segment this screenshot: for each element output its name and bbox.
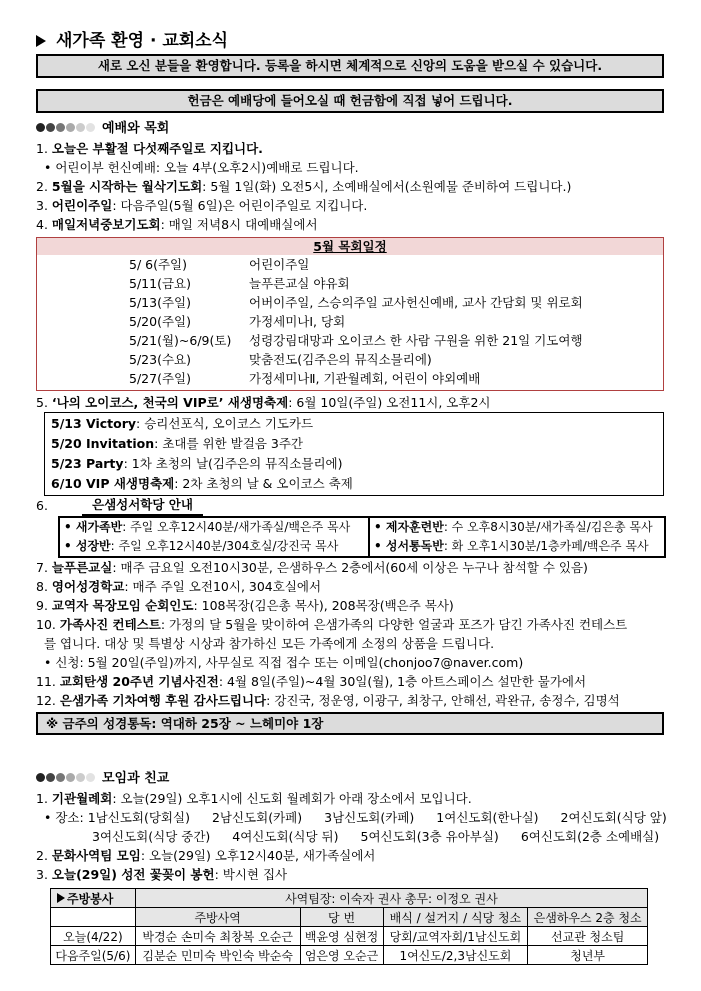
worship-item-4: 4. 매일저녁중보기도회: 매일 저녁8시 대예배실에서: [36, 217, 318, 232]
schedule-date: 5/11(금요): [129, 276, 191, 291]
worship-item-12: 12. 은샘가족 기차여행 후원 감사드립니다: 강진국, 정운영, 이광구, 최창구, 안해선, 곽완규, 송정수, 김명석: [36, 693, 620, 708]
dot-icon: [86, 123, 95, 132]
class-item: • 새가족반: 주일 오후12시40분/새가족실/백은주 목사: [64, 520, 351, 534]
class-item: • 성장반: 주일 오후12시40분/304호실/강진국 목사: [64, 539, 339, 553]
schedule-date: 5/27(주일): [129, 371, 191, 386]
schedule-row: [37, 369, 663, 388]
schedule-event: 맞춤전도(김주은의 뮤직소믈리에): [249, 352, 432, 367]
fellowship-item-1: 1. 기관월례회: 오늘(29일) 오후1시에 신도회 월례회가 아래 장소에서 모입니다.: [36, 791, 472, 806]
schedule-row: [37, 255, 663, 274]
may-schedule-title: 5월 목회일정: [37, 238, 663, 255]
schedule-event: 어린이주일: [249, 257, 310, 272]
schedule-date: 5/13(주일): [129, 295, 191, 310]
bible-school-box: [58, 516, 666, 558]
bible-school-section: 6. 은샘성서학당 안내 • 새가족반: 주일 오후12시40분/새가족실/백은주 목사 • 성장반: 주일 오후12시40분/304호실/강진국 목사 • 제자훈련반: 수 오후8시30분/새가족실/김은총 목사 • 성서통독반: 화 오후1시30분/1층카페/백은주 목사: [36, 496, 664, 558]
class-item: • 제자훈련반: 수 오후8시30분/새가족실/김은총 목사: [374, 520, 653, 534]
welcome-notice: 새로 오신 분들을 환영합니다. 등록을 하시면 체계적으로 신앙의 도움을 받으실 수 있습니다.: [36, 54, 664, 78]
schedule-event: 가정세미나Ⅱ, 기관월례회, 어린이 야외예배: [249, 371, 481, 386]
triangle-bullet-icon: [36, 35, 46, 47]
may-schedule-box: [36, 237, 664, 391]
schedule-row: [37, 350, 663, 369]
fellowship-item-2: 2. 문화사역팀 모임: 오늘(29일) 오후12시40분, 새가족실에서: [36, 848, 376, 863]
weekly-bible-reading: ※ 금주의 성경통독: 역대하 25장 ~ 느헤미야 1장: [36, 712, 664, 735]
schedule-date: 5/ 6(주일): [129, 257, 187, 272]
dots-bullet-icon: [36, 769, 96, 789]
worship-item-10-sub: • 신청: 5월 20일(주일)까지, 사무실로 직접 접수 또는 이메일(chonjoo7@naver.com): [44, 655, 524, 670]
worship-item-1-sub: • 어린이부 헌신예배: 오늘 4부(오후2시)예배로 드립니다.: [44, 160, 359, 175]
schedule-date: 5/20(주일): [129, 314, 191, 329]
schedule-date: 5/21(월)~6/9(토): [129, 333, 232, 348]
meeting-places-row: 3여신도회(식당 중간) 4여신도회(식당 뒤) 5여신도회(3층 유아부실) 6여신도회(2층 소예배실): [92, 829, 660, 844]
worship-item-10-cont: 를 엽니다. 대상 및 특별상 시상과 참가하신 모든 가족에게 소정의 상품을 드립니다.: [44, 636, 495, 651]
service-label: 주방봉사: [51, 889, 136, 908]
service-leaders: 사역팀장: 이숙자 권사 총무: 이정오 권사: [135, 889, 647, 908]
triangle-bullet-icon: [57, 893, 65, 903]
may-schedule-list: [37, 255, 663, 388]
worship-item-3: 3. 어린이주일: 다음주일(5월 6일)은 어린이주일로 지킵니다.: [36, 198, 368, 213]
worship-item-10: 10. 가족사진 컨테스트: 가정의 달 5월을 맞이하여 은샘가족의 다양한 얼굴과 포즈가 담긴 가족사진 컨테스트: [36, 617, 628, 632]
table-row: 오늘(4/22) 박경순 손미숙 최창복 오순근 백윤영 심현정 당회/교역자회/1남신도회 선교관 청소팀: [51, 927, 648, 946]
dots-bullet-icon: [36, 119, 96, 139]
fellowship-item-3: 3. 오늘(29일) 성전 꽃꽂이 봉헌: 박시현 집사: [36, 867, 288, 882]
table-row: 주방사역 당 번 배식 / 설거지 / 식당 청소 은샘하우스 2층 청소: [51, 908, 648, 927]
schedule-event: 성령강림대망과 오이코스 한 사람 구원을 위한 21일 기도여행: [249, 333, 583, 348]
schedule-row: [37, 293, 663, 312]
bible-school-title: 은샘성서학당 안내: [82, 496, 203, 516]
table-row: 다음주일(5/6) 김분순 민미숙 박인숙 박순숙 엄은영 오순근 1여신도/2,3남신도회 청년부: [51, 946, 648, 965]
dot-icon: [56, 773, 65, 782]
vip-step: 5/13 Victory: 승리선포식, 오이코스 기도카드: [51, 416, 314, 431]
dot-icon: [76, 123, 85, 132]
dot-icon: [76, 773, 85, 782]
dot-icon: [46, 773, 55, 782]
schedule-date: 5/23(수요): [129, 352, 191, 367]
worship-item-9: 9. 교역자 목장모임 순회인도: 108목장(김은총 목사), 208목장(백은주 목사): [36, 598, 454, 613]
worship-item-2: 2. 5월을 시작하는 월삭기도회: 5월 1일(화) 오전5시, 소예배실에서(소원예물 준비하여 드립니다.): [36, 179, 572, 194]
bulletin-page: [36, 30, 667, 965]
worship-item-11: 11. 교회탄생 20주년 기념사진전: 4월 8일(주일)~4월 30일(월), 1층 아트스페이스 설만한 물가에서: [36, 674, 587, 689]
dot-icon: [66, 123, 75, 132]
page-title: 새가족 환영 · 교회소식: [36, 30, 664, 52]
worship-item-8: 8. 영어성경학교: 매주 주일 오전10시, 304호실에서: [36, 579, 322, 594]
dot-icon: [46, 123, 55, 132]
schedule-event: 늘푸른교실 야유회: [249, 276, 350, 291]
worship-item-1: 1. 오늘은 부활절 다섯째주일로 지킵니다.: [36, 141, 263, 156]
vip-step: 5/23 Party: 1차 초청의 날(김주은의 뮤직소믈리에): [51, 456, 343, 471]
schedule-row: [37, 312, 663, 331]
dot-icon: [36, 123, 45, 132]
worship-heading: 예배와 목회: [36, 119, 664, 139]
vip-step: 6/10 VIP 새생명축제: 2차 초청의 날 & 오이코스 축제: [51, 476, 353, 491]
worship-item-5: 5. ‘나의 오이코스, 천국의 VIP로’ 새생명축제: 6월 10일(주일) 오전11시, 오후2시: [36, 395, 491, 410]
class-item: • 성서통독반: 화 오후1시30분/1층카페/백은주 목사: [374, 539, 649, 553]
schedule-row: [37, 274, 663, 293]
schedule-event: 어버이주일, 스승의주일 교사헌신예배, 교사 간담회 및 위로회: [249, 295, 583, 310]
dot-icon: [66, 773, 75, 782]
table-row: [51, 889, 648, 908]
schedule-event: 가정세미나Ⅰ, 당회: [249, 314, 346, 329]
vip-step: 5/20 Invitation: 초대를 위한 발걸음 3주간: [51, 436, 303, 451]
worship-item-7: 7. 늘푸른교실: 매주 금요일 오전10시30분, 은샘하우스 2층에서(60세 이상은 누구나 참석할 수 있음): [36, 560, 588, 575]
fellowship-heading: 모임과 친교: [36, 769, 664, 789]
vip-festival-box: [44, 412, 664, 496]
dot-icon: [36, 773, 45, 782]
offering-notice: 헌금은 예배당에 들어오실 때 헌금함에 직접 넣어 드립니다.: [36, 89, 664, 113]
meeting-places-row: • 장소: 1남신도회(당회실) 2남신도회(카페) 3남신도회(카페) 1여신도회(한나실) 2여신도회(식당 앞): [44, 810, 667, 825]
dot-icon: [86, 773, 95, 782]
kitchen-service-table: [50, 888, 648, 965]
dot-icon: [56, 123, 65, 132]
schedule-row: [37, 331, 663, 350]
